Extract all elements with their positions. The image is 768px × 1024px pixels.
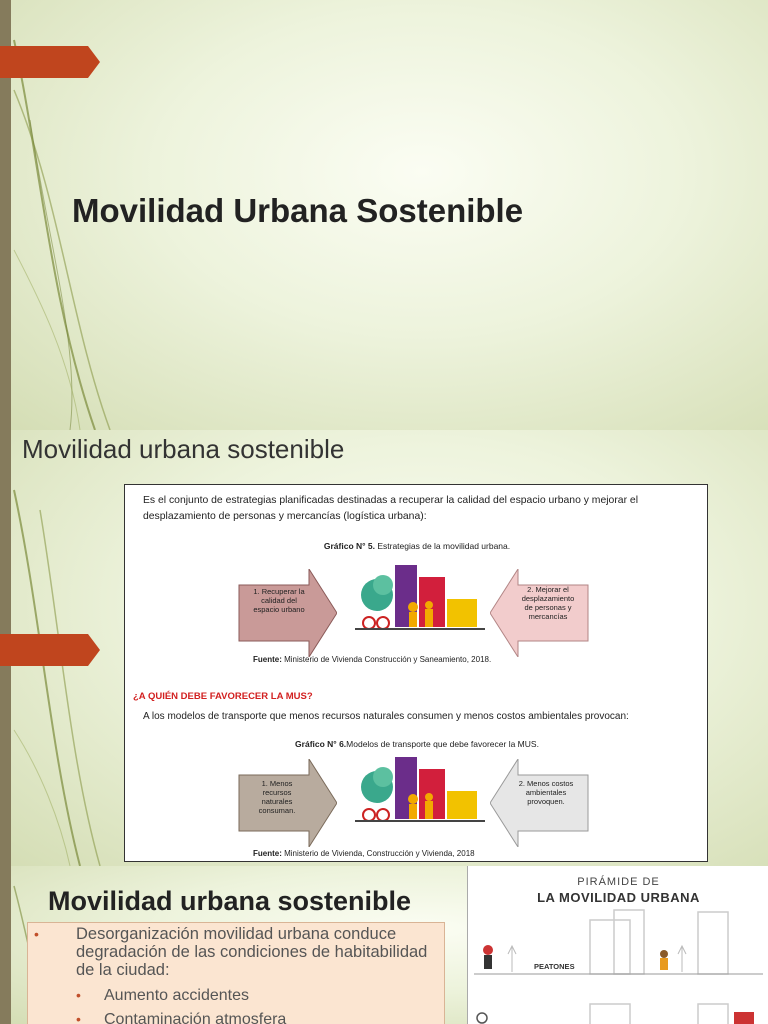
sub-bullet-item: • Aumento accidentes — [76, 987, 249, 1004]
city-illustration — [355, 563, 495, 633]
pyramid-illustration — [468, 906, 768, 1024]
bullet-dot-icon: • — [76, 1011, 81, 1024]
slide-degradacion — [0, 866, 768, 1024]
city-illustration — [355, 755, 495, 825]
bullet-box — [27, 922, 445, 1024]
document-question: ¿A QUIÉN DEBE FAVORECER LA MUS? — [133, 691, 313, 702]
document-intro-text: Es el conjunto de estrategias planificadas destinadas a recuperar la calidad del espacio urbano y mejorar el desplazamiento de personas y mercancías (logística urbana): — [143, 495, 639, 522]
strategy-label-right: 2. Mejorar el desplazamiento de personas y mercancías — [521, 585, 575, 621]
pyramid-level-label: PEATONES — [534, 962, 575, 971]
figure-caption: Gráfico N° 6.Modelos de transporte que debe favorecer la MUS. — [295, 739, 539, 749]
figure-source: Fuente: Ministerio de Vivienda, Construcción y Vivienda, 2018 — [253, 849, 475, 858]
slide-title — [0, 0, 768, 430]
figure-caption: Gráfico N° 5. Estrategias de la movilidad urbana. — [323, 541, 511, 551]
bullet-dot-icon: • — [34, 926, 39, 942]
embedded-document-image — [124, 484, 708, 862]
transport-label-left: 1. Menos recursos naturales consuman. — [258, 779, 296, 815]
strategy-label-left: 1. Recuperar la calidad del espacio urbano — [253, 587, 305, 614]
document-statement: A los modelos de transporte que menos recursos naturales consumen y menos costos ambientales provocan: — [143, 711, 629, 722]
accent-arrow-tab — [0, 634, 100, 666]
bullet-dot-icon: • — [76, 987, 81, 1003]
pyramid-top-label: PIRÁMIDE DE — [577, 876, 660, 888]
slide-estrategias — [0, 430, 768, 866]
bullet-item: • Desorganización movilidad urbana conduce degradación de las condiciones de habitabilidad de la ciudad: — [34, 925, 428, 979]
pyramid-image — [467, 866, 768, 1024]
slide-heading: Movilidad urbana sostenible — [48, 886, 412, 916]
transport-label-right: 2. Menos costos ambientales provoquen. — [518, 779, 574, 806]
slide-heading: Movilidad urbana sostenible — [22, 434, 345, 464]
accent-arrow-tab — [0, 46, 100, 78]
sub-bullet-item: • Contaminación atmosfera — [76, 1011, 436, 1024]
figure-source: Fuente: Ministerio de Vivienda Construcción y Saneamiento, 2018. — [253, 655, 492, 664]
pyramid-main-label: LA MOVILIDAD URBANA — [537, 890, 700, 905]
page-title: Movilidad Urbana Sostenible — [72, 192, 524, 229]
